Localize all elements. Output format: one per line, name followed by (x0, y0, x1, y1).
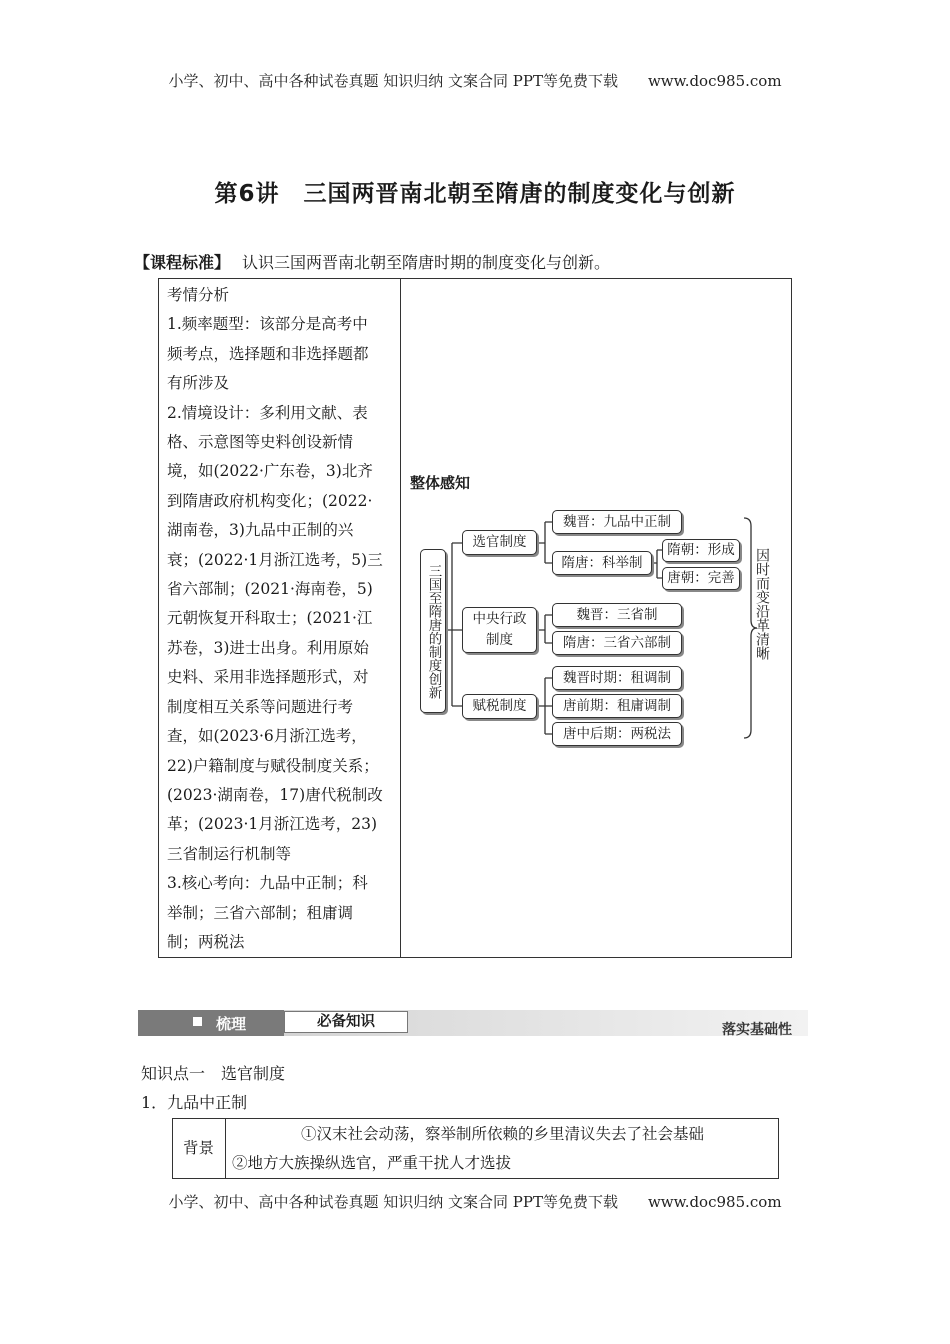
connector-b3 (537, 678, 552, 734)
analysis-line: 22)户籍制度与赋役制度关系； (167, 756, 379, 775)
analysis-line: 2.情境设计：多利用文献、表 (167, 403, 368, 422)
page-title: 第6讲 三国两晋南北朝至隋唐的制度变化与创新 (214, 181, 736, 207)
connector-root (446, 543, 462, 706)
analysis-line: 频考点，选择题和非选择题都 (167, 344, 369, 363)
section-band-dark (138, 1010, 284, 1036)
header-url[interactable]: www.doc985.com (647, 72, 782, 90)
node-selection-system: 选官制度 (462, 530, 537, 555)
analysis-line: 湖南卷，3)九品中正制的兴 (167, 521, 354, 540)
section-band-middle: 必备知识 (284, 1011, 408, 1033)
analysis-line: 有所涉及 (167, 374, 230, 393)
section-band-left: 梳理 (216, 1015, 247, 1033)
analysis-line: 元朝恢复开科取士；(2021·江 (167, 609, 373, 628)
node-sui-tang-three-six: 隋唐：三省六部制 (552, 631, 682, 655)
knowledge-point-heading: 知识点一 选官制度 (141, 1064, 286, 1083)
background-table-row: ①汉末社会动荡，察举制所依赖的乡里清议失去了社会基础 (300, 1125, 704, 1143)
page-footer (0, 1191, 950, 1212)
analysis-line: 1.频率题型：该部分是高考中 (167, 315, 368, 334)
analysis-line: 格、示意图等史料创设新情 (167, 433, 354, 452)
analysis-line: 革；(2023·1月浙江选考，23) (167, 815, 378, 834)
item-heading: 1．九品中正制 (141, 1093, 248, 1112)
analysis-line: 境，如(2022·广东卷，3)北齐 (167, 462, 373, 481)
connector-b1 (537, 522, 552, 563)
analysis-line: 制度相互关系等问题进行考 (167, 697, 354, 716)
overview-label: 整体感知 (410, 474, 471, 492)
analysis-line: 省六部制；(2021·海南卷，5) (167, 580, 373, 599)
footer-text: 小学、初中、高中各种试卷真题 知识归纳 文案合同 PPT等免费下载 (168, 1193, 618, 1211)
node-late-tang-two-tax: 唐中后期：两税法 (552, 722, 682, 746)
background-table-header: 背景 (182, 1139, 214, 1157)
side-note: 因时而变沿革清晰 (754, 548, 770, 660)
node-tax-system: 赋税制度 (462, 694, 537, 719)
node-tang-perfected: 唐朝：完善 (662, 567, 740, 590)
analysis-line: 3.核心考向：九品中正制；科 (167, 874, 368, 893)
analysis-line: 史料、采用非选择题形式，对 (167, 668, 369, 687)
course-standard-text: 认识三国两晋南北朝至隋唐时期的制度变化与创新。 (242, 253, 611, 272)
square-icon (193, 1017, 202, 1026)
analysis-line: (2023·湖南卷，17)唐代税制改 (167, 785, 383, 804)
header-text: 小学、初中、高中各种试卷真题 知识归纳 文案合同 PPT等免费下载 (168, 72, 618, 90)
root-text: 三国至隋唐的制度创新 (425, 563, 442, 699)
background-table-row: ②地方大族操纵选官，严重干扰人才选拔 (232, 1154, 512, 1172)
node-central-admin: 中央行政 制度 (462, 607, 537, 653)
analysis-line: 苏卷，3)进士出身。利用原始 (167, 638, 369, 657)
node-wei-jin-three-dept: 魏晋：三省制 (552, 603, 682, 627)
analysis-line: 三省制运行机制等 (167, 844, 292, 863)
node-sui-tang-imperial-exam: 隋唐：科举制 (552, 551, 652, 575)
connector-b1-c2 (652, 550, 662, 578)
analysis-line: 衰；(2022·1月浙江选考，5)三 (167, 550, 383, 569)
connector-b2 (537, 615, 552, 643)
section-band-right: 落实基础性 (722, 1022, 792, 1038)
analysis-line: 到隋唐政府机构变化；(2022· (167, 491, 373, 510)
exam-analysis-heading: 考情分析 (167, 286, 230, 304)
node-early-tang-zuyongdiao: 唐前期：租庸调制 (552, 694, 682, 718)
footer-url[interactable]: www.doc985.com (647, 1193, 782, 1211)
node-wei-jin-zudiao: 魏晋时期：租调制 (552, 666, 682, 690)
course-standard-label: 【课程标准】 (134, 253, 231, 272)
node-sui-formed: 隋朝：形成 (662, 539, 740, 562)
analysis-line: 查，如(2023·6月浙江选考， (167, 727, 367, 746)
analysis-line: 制；两税法 (167, 932, 245, 951)
analysis-line: 举制；三省六部制；租庸调 (167, 903, 354, 922)
node-wei-jin-nine-rank: 魏晋：九品中正制 (552, 510, 682, 534)
mind-map-root (420, 549, 446, 713)
